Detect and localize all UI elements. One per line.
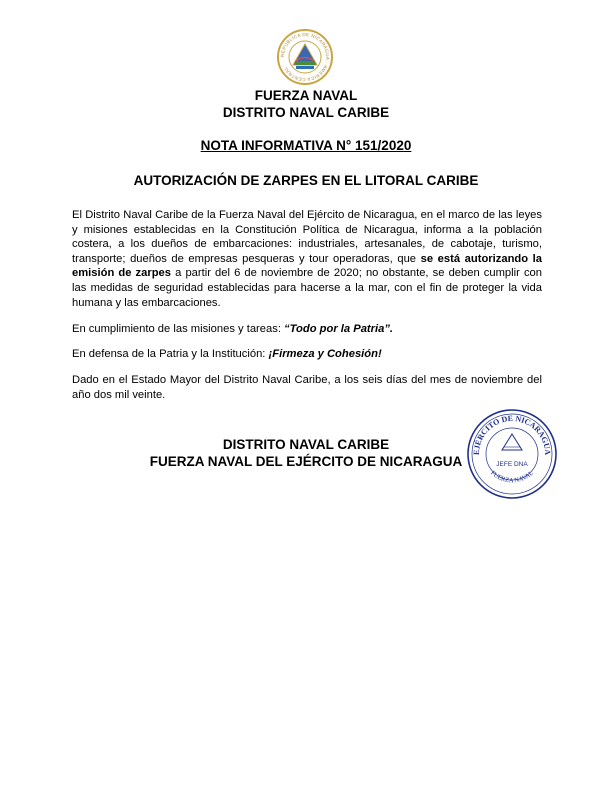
official-stamp-icon [466, 408, 558, 500]
signature-line-force: FUERZA NAVAL DEL EJÉRCITO DE NICARAGUA [149, 454, 463, 469]
signature-line-district: DISTRITO NAVAL CARIBE [222, 437, 390, 452]
motto-paragraph-mission [72, 322, 542, 337]
note-title: NOTA INFORMATIVA N° 151/2020 [200, 138, 412, 153]
coat-of-arms-seal-icon [276, 28, 334, 86]
motto-mission-text: “Todo por la Patria”. [284, 323, 394, 335]
stamp-bottom-text: FUERZA NAVAL [489, 469, 535, 485]
subject-title: AUTORIZACIÓN DE ZARPES EN EL LITORAL CARIBE [133, 173, 479, 188]
seal-ring-text: REPÚBLICA DE NICARAGUA · AMÉRICA CENTRAL [279, 31, 331, 83]
motto-defense-prefix: En defensa de la Patria y la Institución: [72, 348, 269, 360]
motto-paragraph-defense [72, 347, 542, 362]
main-paragraph-end: a partir del 6 de noviembre de 2020; no obstante, se deben cumplir con las medidas de seguridad establecidas para hacerse a la mar, con el fin de proteger la vida humana y las embarcaciones. [72, 267, 542, 309]
organization-title: FUERZA NAVAL [254, 88, 358, 103]
district-title: DISTRITO NAVAL CARIBE [222, 105, 390, 120]
main-paragraph-start: El Distrito Naval Caribe de la Fuerza Naval del Ejército de Nicaragua, en el marco de las leyes y misiones establecidas en la Constitución Política de Nicaragua, informa a la población costera, a los dueños de embarcaciones: industriales, artesanales, de cabotaje, turismo, transporte; dueños de empresas pesqueras y tour operadoras, que [72, 209, 542, 265]
motto-mission-prefix: En cumplimiento de las misiones y tareas: [72, 323, 285, 335]
svg-text:FUERZA NAVAL [489, 470, 535, 485]
stamp-top-text: EJÉRCITO DE NICARAGUA [471, 413, 553, 456]
main-paragraph [72, 208, 542, 310]
motto-defense-text: ¡Firmeza y Cohesión! [268, 348, 382, 360]
stamp-center-text: JEFE DNA [496, 461, 528, 468]
main-paragraph-highlight: se está autorizando la emisión de zarpes [72, 252, 542, 280]
dated-paragraph: Dado en el Estado Mayor del Distrito Naval Caribe, a los seis días del mes de noviembre del año dos mil veinte. [72, 374, 542, 401]
